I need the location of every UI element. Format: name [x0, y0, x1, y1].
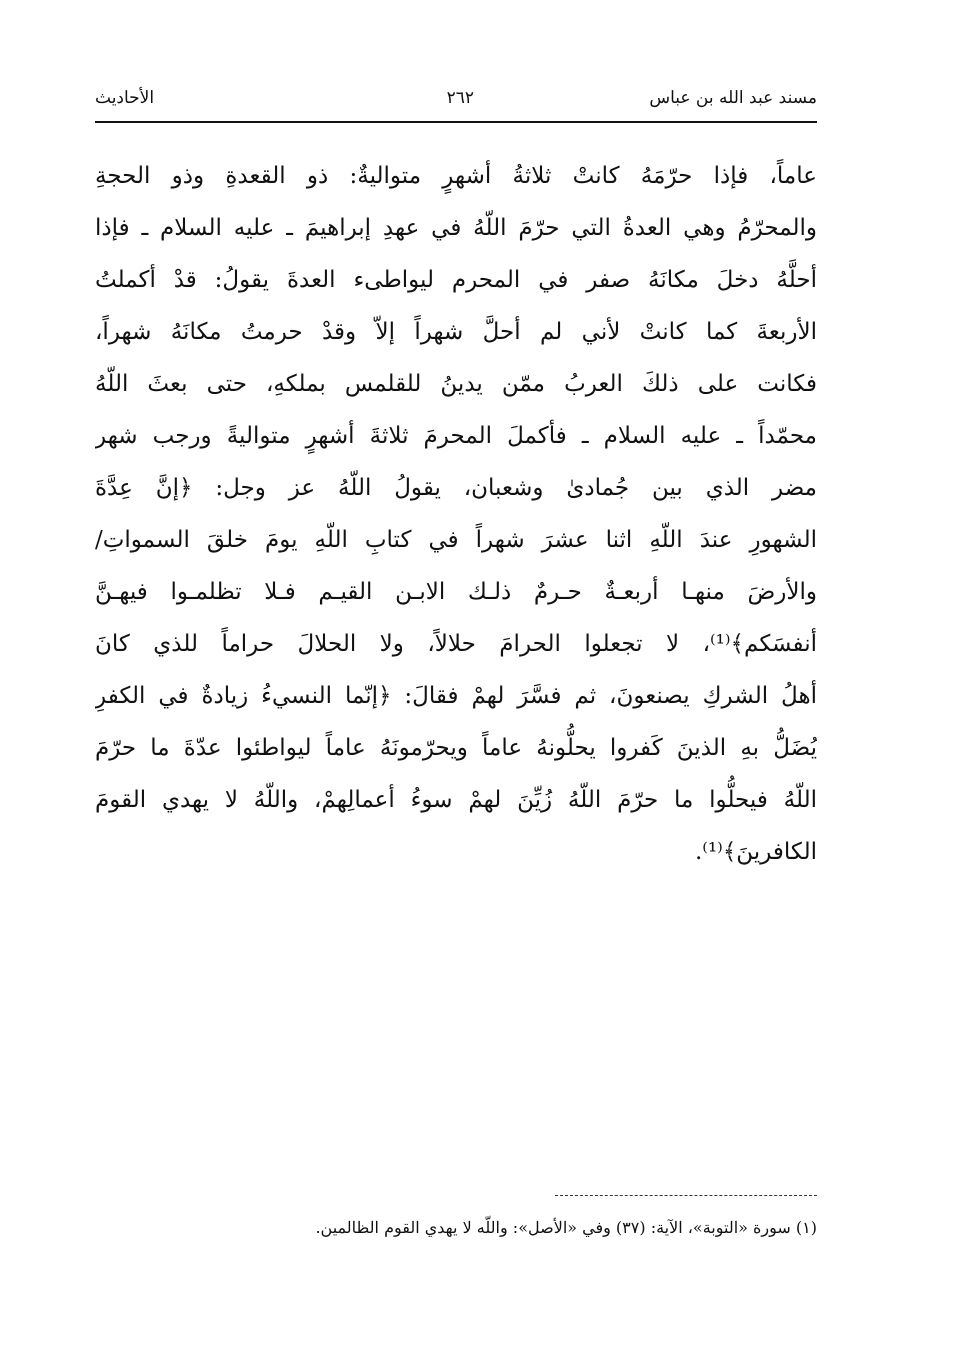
text-line: والأرضَ منهـا أربعـةٌ حـرمٌ ذلـك الابـن القيـم فـلا تظلمـوا فيهـنَّ: [95, 579, 817, 605]
text-line: محمّداً ـ عليه السلام ـ فأكملَ المحرمَ ثلاثةَ أشهرٍ متواليةً ورجب شهر: [95, 423, 817, 449]
footnote-divider: [555, 1195, 817, 1196]
text-line: فكانت على ذلكَ العربُ ممّن يدينُ للقلمس بملكهِ، حتى بعثَ اللّهُ: [95, 371, 817, 397]
text-line: أهلُ الشركِ يصنعونَ، ثم فسَّرَ لهمْ فقالَ: ﴿إنّما النسيءُ زيادةٌ في الكفرِ: [95, 683, 817, 709]
text-line: الكافرينَ﴾⁽¹⁾.: [694, 839, 817, 865]
text-line: أنفسَكم﴾⁽¹⁾، لا تجعلوا الحرامَ حلالاً، ولا الحلالَ حراماً للذي كانَ: [95, 631, 817, 657]
text-line: يُضَلُّ بهِ الذينَ كَفروا يحلُّونهُ عاماً ويحرّمونَهُ عاماً ليواطئوا عدّةَ ما حرّمَ: [95, 735, 817, 761]
header-section-title: الأحاديث: [95, 88, 155, 108]
text-line: اللّهُ فيحلُّوا ما حرّمَ اللّهُ زُيِّنَ لهمْ سوءُ أعمالِهمْ، واللّهُ لا يهدي القومَ: [95, 787, 817, 813]
text-line: الشهورِ عندَ اللّهِ اثنا عشرَ شهراً في كتابِ اللّهِ يومَ خلقَ السمواتِ/: [95, 527, 817, 553]
text-line: والمحرّمُ وهي العدةُ التي حرّمَ اللّهُ في عهدِ إبراهيمَ ـ عليه السلام ـ فإذا: [95, 215, 817, 241]
text-line: عاماً، فإذا حرّمَهُ كانتْ ثلاثةُ أشهرٍ متواليةٌ: ذو القعدةِ وذو الحجةِ: [95, 163, 817, 189]
text-line: الأربعةَ كما كانتْ لأني لم أحلَّ شهراً إلاّ وقدْ حرمتُ مكانَهُ شهراً،: [95, 319, 817, 345]
footnote: (١) سورة «التوبة»، الآية: (٣٧) وفي «الأصل»: واللّه لا يهدي القوم الظالمين.: [315, 1218, 817, 1237]
text-line: أحلَّهُ دخلَ مكانَهُ صفر في المحرم ليواطىء العدةَ يقولُ: قدْ أكملتُ: [95, 267, 817, 293]
header-book-title: مسند عبد الله بن عباس: [649, 88, 817, 108]
main-text-block: [95, 150, 817, 878]
text-line: مضر الذي بين جُمادىٰ وشعبان، يقولُ اللّهُ عز وجل: ﴿إنَّ عِدَّةَ: [95, 475, 817, 501]
running-header: [95, 82, 817, 118]
page-number: ٢٦٢: [446, 88, 474, 108]
header-divider: [95, 121, 817, 123]
